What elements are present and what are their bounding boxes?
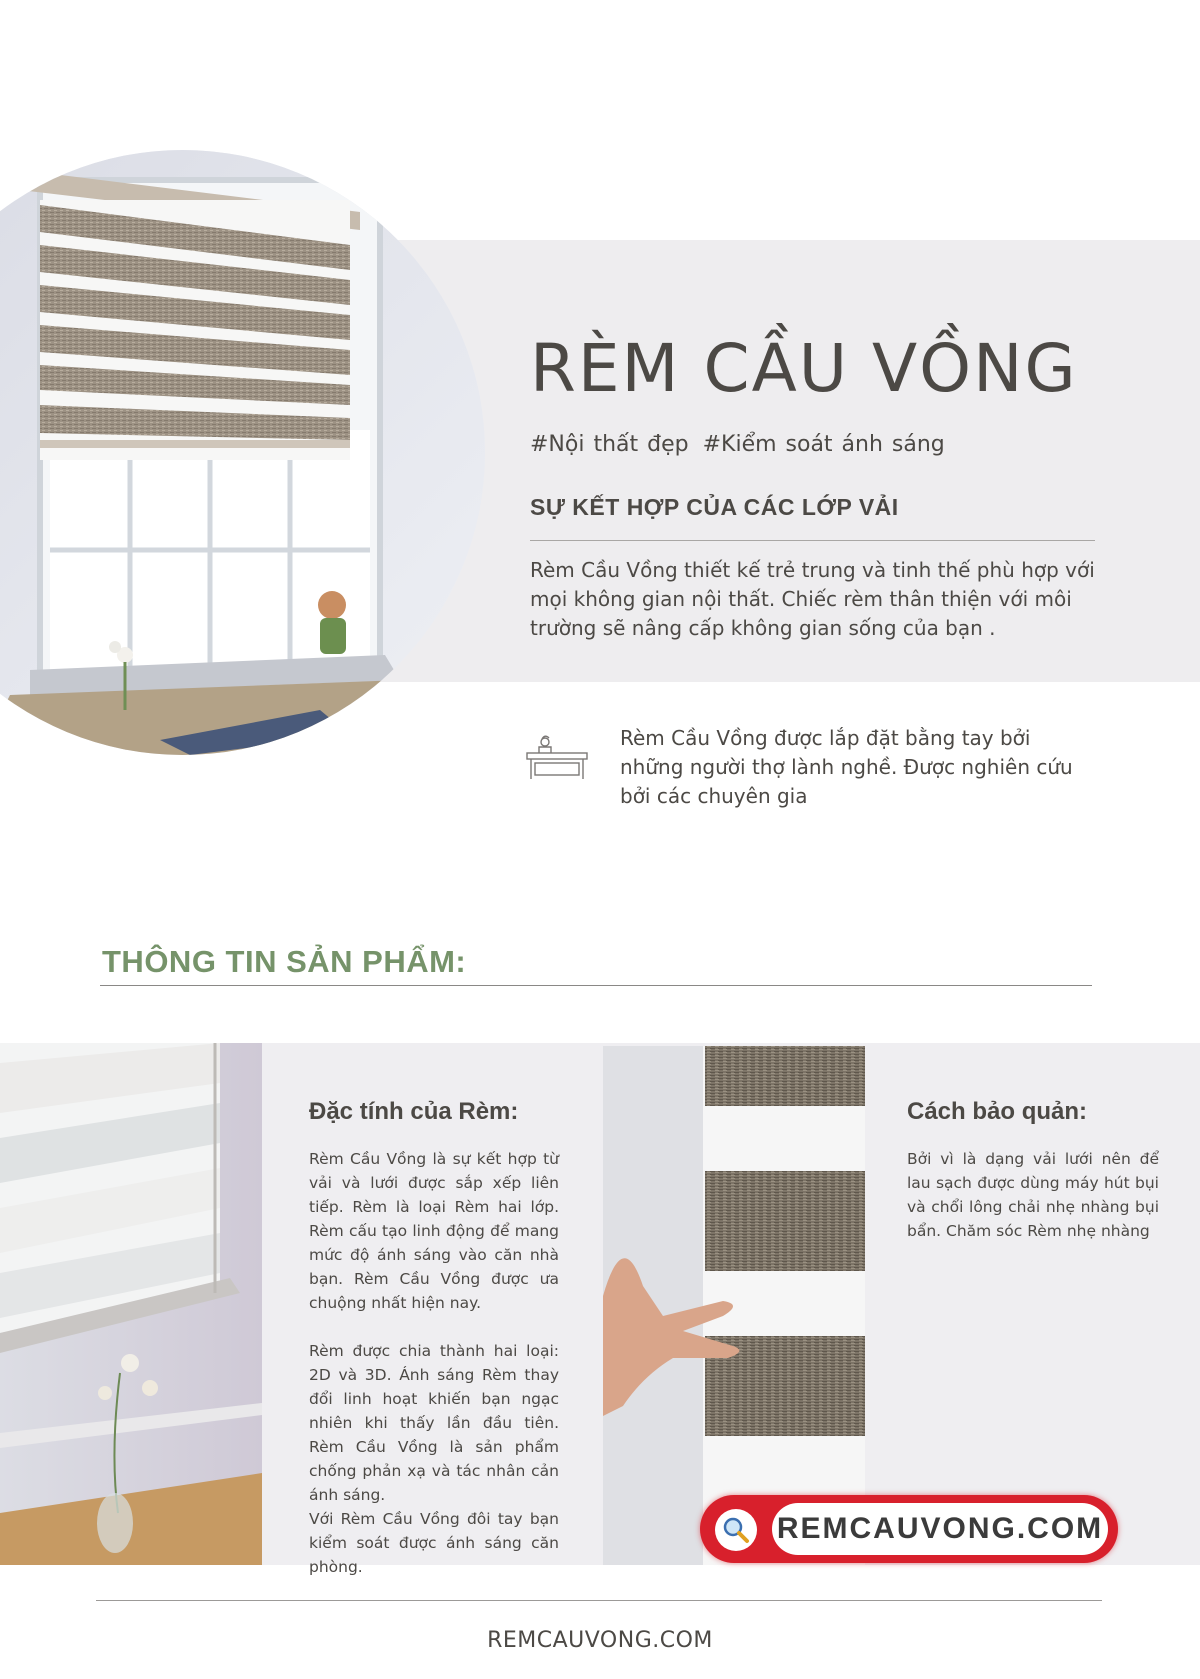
tag-interior[interactable]: #Nội thất đẹp (530, 432, 689, 457)
hero-tags (530, 432, 959, 457)
workbench-icon (525, 733, 589, 781)
hero-subtitle: SỰ KẾT HỢP CỦA CÁC LỚP VẢI (530, 494, 899, 520)
care-title: Cách bảo quản: (907, 1098, 1088, 1125)
features-body (309, 1147, 559, 1579)
features-title: Đặc tính của Rèm: (309, 1098, 519, 1125)
features-paragraph: Rèm được chia thành hai loại: 2D và 3D. Ánh sáng Rèm thay đổi linh hoạt khiến bạn ngạc nhiên khi thấy lần đầu tiên. Rèm Cầu Vồng là sản phẩm chống phản xạ và tác nhân cản ánh sáng. (309, 1342, 559, 1504)
blind-closeup-photo (0, 1043, 262, 1565)
section-title: THÔNG TIN SẢN PHẨM: (102, 944, 467, 979)
tag-light-control[interactable]: #Kiểm soát ánh sáng (702, 432, 945, 457)
features-paragraph: Với Rèm Cầu Vồng đôi tay bạn kiểm soát được ánh sáng căn phòng. (309, 1510, 559, 1576)
search-icon (714, 1508, 758, 1552)
page-title: RÈM CẦU VỒNG (530, 330, 1078, 407)
footer-website[interactable]: REMCAUVONG.COM (487, 1628, 713, 1653)
hero-divider (530, 540, 1095, 541)
section-divider (100, 985, 1092, 986)
brand-badge[interactable] (700, 1495, 1118, 1563)
hero-description: Rèm Cầu Vồng thiết kế trẻ trung và tinh thế phù hợp với mọi không gian nội thất. Chiếc rèm thân thiện với môi trường sẽ nâng cấp không gian sống của bạn . (530, 558, 1095, 640)
blind-hand-photo (603, 1046, 865, 1565)
footer-divider (96, 1600, 1102, 1601)
features-paragraph: Rèm Cầu Vồng là sự kết hợp từ vải và lưới được sắp xếp liên tiếp. Rèm là loại Rèm hai lớp. Rèm cấu tạo linh động để mang mức độ ánh sáng vào căn nhà bạn. Rèm Cầu Vồng được ưa chuộng nhất hiện nay. (309, 1150, 559, 1312)
brand-badge-pill (772, 1503, 1108, 1555)
craft-note-text: Rèm Cầu Vồng được lắp đặt bằng tay bởi những người thợ lành nghề. Được nghiên cứu bởi các chuyên gia (620, 726, 1073, 808)
brand-badge-text: REMCAUVONG.COM (776, 1512, 1104, 1545)
care-body: Bởi vì là dạng vải lưới nên để lau sạch được dùng máy hút bụi và chổi lông chải nhẹ nhàng bụi bẩn. Chăm sóc Rèm nhẹ nhàng (907, 1150, 1159, 1240)
